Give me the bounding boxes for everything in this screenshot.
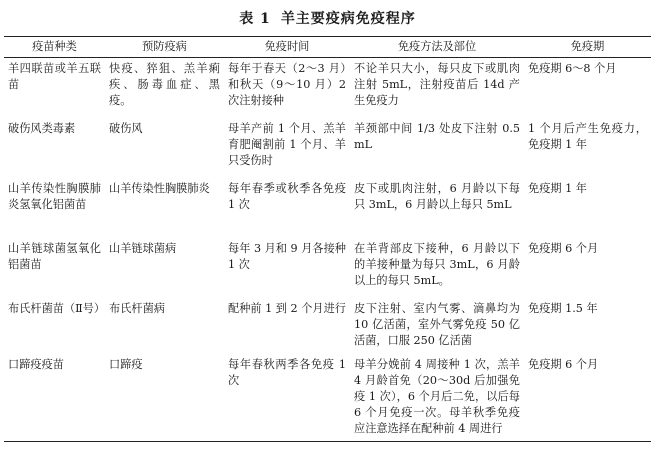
table-row xyxy=(4,178,651,238)
cell-vaccine-type: 布氏杆菌苗（Ⅱ号） xyxy=(8,301,106,315)
table-header xyxy=(4,37,651,58)
table-row xyxy=(4,118,651,178)
table-number: 表 1 xyxy=(239,11,271,27)
cell-method: 皮下或肌肉注射，6 月龄以下每只 3mL，6 月龄以上每只 5mL xyxy=(354,181,520,211)
cell-vaccine-type: 山羊传染性胸膜肺炎氢氧化铝菌苗 xyxy=(8,181,101,211)
table-title: 羊主要疫病免疫程序 xyxy=(280,11,416,27)
cell-duration: 免疫期 1.5 年 xyxy=(528,301,598,315)
table-row xyxy=(4,354,651,442)
table-row xyxy=(4,238,651,298)
cell-time: 母羊产前 1 个月、羔羊育肥阉割前 1 个月、羊只受伤时 xyxy=(228,121,346,167)
cell-duration: 免疫期 1 年 xyxy=(528,181,587,195)
cell-time: 每年春季或秋季各免疫 1 次 xyxy=(228,181,346,211)
header-disease: 预防疫病 xyxy=(142,40,187,53)
cell-method: 羊颈部中间 1/3 处皮下注射 0.5mL xyxy=(354,121,520,151)
cell-vaccine-type: 山羊链球菌氢氧化铝菌苗 xyxy=(8,241,101,271)
cell-disease: 布氏杆菌病 xyxy=(109,301,165,315)
cell-duration: 免疫期 6 个月 xyxy=(528,241,599,255)
table-body xyxy=(4,58,651,442)
cell-time: 配种前 1 到 2 个月进行 xyxy=(228,301,346,315)
cell-duration: 免疫期 6 个月 xyxy=(528,357,599,371)
cell-method: 皮下注射、室内气雾、滴鼻均为 10 亿活菌，室外气雾免疫 50 亿活菌，口服 250 亿活菌 xyxy=(354,301,520,347)
header-time: 免疫时间 xyxy=(264,40,310,53)
header-vaccine-type: 疫苗种类 xyxy=(32,40,77,53)
cell-vaccine-type: 口蹄疫疫苗 xyxy=(8,357,64,371)
cell-disease: 口蹄疫 xyxy=(109,357,143,371)
cell-disease: 山羊链球菌病 xyxy=(109,241,177,255)
cell-time: 每年于春天（2～3 月）和秋天（9～10 月）2 次注射接种 xyxy=(228,62,346,107)
cell-vaccine-type: 羊四联苗或羊五联苗 xyxy=(8,62,101,91)
table-caption xyxy=(0,8,655,28)
header-method: 免疫方法及部位 xyxy=(397,40,477,53)
cell-time: 每年春秋两季各免疫 1 次 xyxy=(228,357,346,387)
cell-duration: 1 个月后产生免疫力，免疫期 1 年 xyxy=(528,121,647,151)
header-duration: 免疫期 xyxy=(570,40,605,53)
table-row xyxy=(4,298,651,354)
header-row xyxy=(4,37,651,58)
cell-disease: 破伤风 xyxy=(109,121,143,135)
cell-vaccine-type: 破伤风类毒素 xyxy=(8,121,76,135)
cell-disease: 山羊传染性胸膜肺炎 xyxy=(109,181,210,195)
cell-disease: 快疫、猝狙、羔羊痢疾、肠毒血症、黑疫。 xyxy=(109,62,220,107)
cell-duration: 免疫期 6～8 个月 xyxy=(528,62,617,75)
cell-method: 不论羊只大小，每只皮下或肌肉注射 5mL，注射疫苗后 14d 产生免疫力 xyxy=(354,62,520,107)
cell-method: 母羊分娩前 4 周接种 1 次，羔羊 4 月龄首免（20～30d 后加强免疫 1 次），6 个月后二免，以后每 6 个月免疫一次。母羊秋季免疫应注意选择在配种前 4 周进行 xyxy=(354,357,520,435)
cell-time: 每年 3 月和 9 月各接种 1 次 xyxy=(228,241,346,271)
immunization-table xyxy=(4,36,651,442)
cell-method: 在羊背部皮下接种，6 月龄以下的羊接种量为每只 3mL，6 月龄以上的每只 5mL。 xyxy=(354,241,520,287)
table-row xyxy=(4,58,651,118)
